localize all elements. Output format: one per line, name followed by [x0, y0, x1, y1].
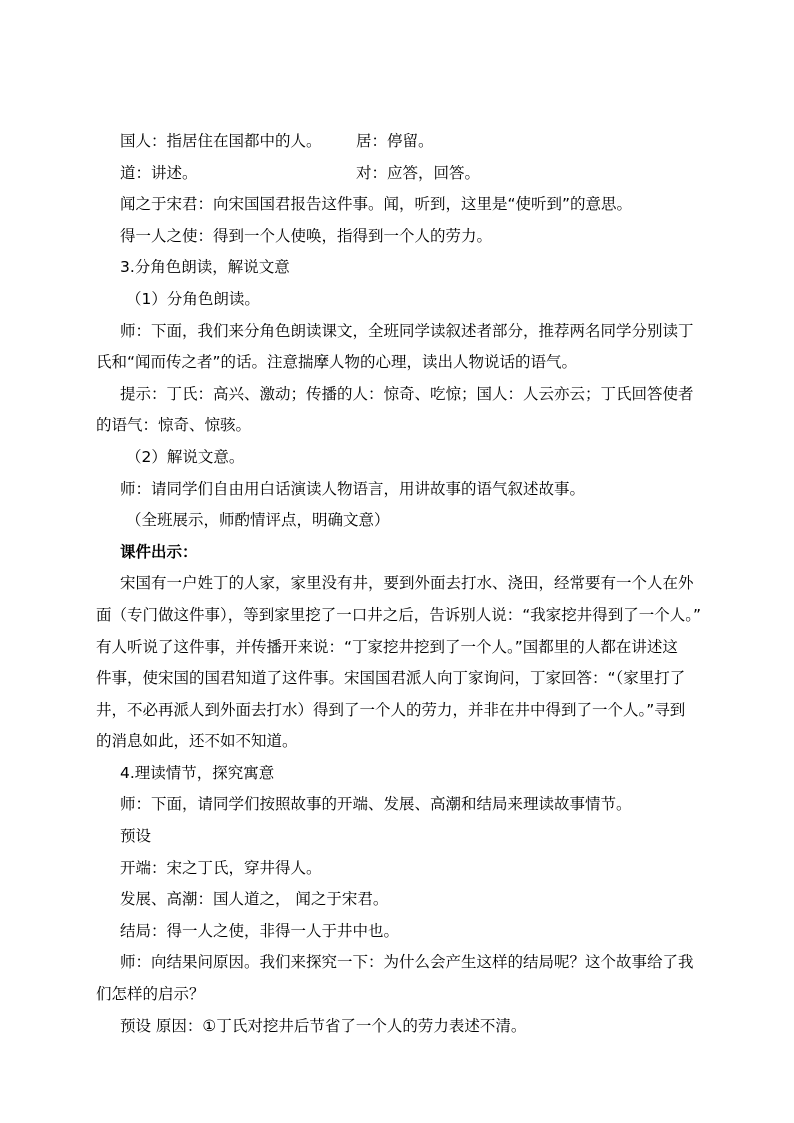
gloss-guoren: 国人：指居住在国都中的人。 — [120, 132, 322, 150]
paragraph-line: 宋国有一户姓丁的人家，家里没有井，要到外面去打水、浇田，经常要有一个人在外 — [120, 574, 694, 593]
paragraph-line: 的语气：惊奇、惊骇。 — [96, 416, 252, 435]
paragraph-line: 氏和“闻而传之者”的话。注意揣摩人物的心理，读出人物说话的语气。 — [96, 353, 578, 372]
gloss-dao: 道：讲述。 — [120, 163, 198, 182]
paragraph-line: 师：请同学们自由用白话演读人物语言，用讲故事的语气叙述故事。 — [120, 479, 586, 498]
section-heading-4: 4.理读情节，探究寓意 — [120, 763, 275, 782]
preset-reason: 预设 原因：①丁氏对挖井后节省了一个人的劳力表述不清。 — [120, 1016, 527, 1035]
gloss-line-dao — [120, 158, 724, 190]
courseware-heading: 课件出示： — [120, 542, 198, 561]
subsection-2: （2）解说文意。 — [126, 447, 245, 466]
gloss-wen: 闻之于宋君：向宋国国君报告这件事。闻，听到，这里是“使听到”的意思。 — [120, 195, 633, 214]
paragraph-line: 井，不必再派人到外面去打水）得到了一个人的劳力，并非在井中得到了一个人。”寻到 — [96, 700, 686, 719]
paragraph-line: 的消息如此，还不如不知道。 — [96, 732, 298, 751]
paragraph-line: 们怎样的启示？ — [96, 985, 205, 1004]
paragraph-line: （全班展示，师酌情评点，明确文意） — [126, 511, 390, 530]
gloss-line-guoren — [120, 126, 724, 158]
paragraph-line: 提示：丁氏：高兴、激动；传播的人：惊奇、吃惊；国人：人云亦云；丁氏回答使者 — [120, 384, 694, 403]
gloss-ju: 居：停留。 — [356, 132, 434, 150]
plot-ending: 结局：得一人之使，非得一人于井中也。 — [120, 921, 400, 940]
paragraph-line: 有人听说了这件事，并传播开来说：“丁家挖井挖到了一个人。”国都里的人都在讲述这 — [96, 637, 678, 656]
section-heading-3: 3.分角色朗读，解说文意 — [120, 258, 290, 277]
paragraph-line: 件事，使宋国的国君知道了这件事。宋国国君派人向丁家询问，丁家回答：“（家里打了 — [96, 669, 686, 688]
preset-label: 预设 — [120, 827, 152, 846]
gloss-shi: 得一人之使：得到一个人使唤，指得到一个人的劳力。 — [120, 226, 493, 245]
paragraph-line: 师：下面，请同学们按照故事的开端、发展、高潮和结局来理读故事情节。 — [120, 795, 632, 814]
plot-beginning: 开端：宋之丁氏，穿井得人。 — [120, 858, 322, 877]
paragraph-line: 师：下面，我们来分角色朗读课文，全班同学读叙述者部分，推荐两名同学分别读丁 — [120, 321, 694, 340]
paragraph-line: 师：向结果问原因。我们来探究一下：为什么会产生这样的结局呢？这个故事给了我 — [120, 953, 694, 972]
subsection-1: （1）分角色朗读。 — [126, 289, 260, 308]
paragraph-line: 面（专门做这件事），等到家里挖了一口井之后，告诉别人说：“我家挖井得到了一个人。” — [96, 605, 702, 624]
document-page — [96, 126, 724, 1042]
plot-development: 发展、高潮：国人道之， 闻之于宋君。 — [120, 890, 389, 909]
gloss-dui: 对：应答，回答。 — [356, 163, 481, 182]
